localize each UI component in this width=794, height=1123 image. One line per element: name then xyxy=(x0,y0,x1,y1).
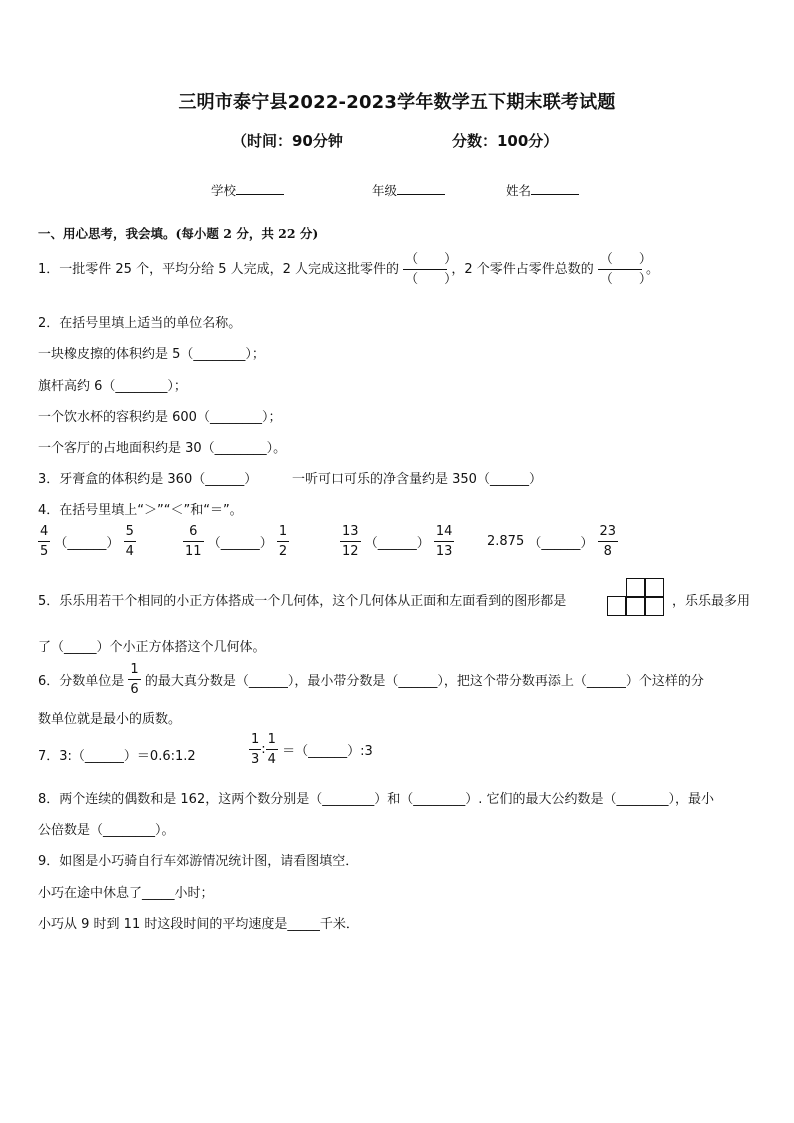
fraction-bar xyxy=(340,541,361,542)
ratio-colon: : xyxy=(261,742,266,757)
q1-answer-fraction-2[interactable] xyxy=(598,252,652,287)
q2-line-3: 一个饮水杯的容积约是 600（________）； xyxy=(38,410,282,425)
decimal-value: 2.875 xyxy=(487,534,525,549)
q8-text-a: 8．两个连续的偶数和是 162，这两个数分别是（________）和（________）. 它们的最大公约数是（________），最小 xyxy=(38,792,714,807)
fraction-bar xyxy=(277,541,289,542)
grade-blank[interactable] xyxy=(397,182,445,195)
grade-field xyxy=(372,181,445,199)
numerator: 1 xyxy=(278,524,288,539)
q1-answer-fraction-1[interactable] xyxy=(403,252,458,287)
numerator: 1 xyxy=(251,732,260,747)
q1-numerator-blank[interactable]: （ ） xyxy=(405,252,458,267)
q2-line-4: 一个客厅的占地面积约是 30（________）。 xyxy=(38,441,287,456)
fraction xyxy=(266,732,278,767)
q3-part-b: 一听可口可乐的净含量约是 350（______） xyxy=(292,472,542,487)
q4-compare-3 xyxy=(340,524,454,559)
fraction-bar xyxy=(434,541,455,542)
denominator: 3 xyxy=(251,752,260,767)
q4-compare-1 xyxy=(38,524,136,559)
numerator: 5 xyxy=(125,524,134,539)
q9-line-2: 小巧从 9 时到 11 时这段时间的平均速度是_____千米． xyxy=(38,917,359,932)
fraction xyxy=(434,524,455,559)
fraction-bar xyxy=(598,541,619,542)
compare-blank[interactable]: （______） xyxy=(207,536,273,551)
q5-text-a: 5．乐乐用若干个相同的小正方体搭成一个几何体，这个几何体从正面和左面看到的图形都是 xyxy=(38,594,567,609)
fraction-bar xyxy=(124,541,136,542)
grade-label: 年级 xyxy=(372,183,398,198)
fraction-bar xyxy=(38,541,50,542)
q1-denominator-blank[interactable]: （ ） xyxy=(405,272,458,287)
denominator: 13 xyxy=(435,544,453,559)
q2-intro: 2．在括号里填上适当的单位名称。 xyxy=(38,316,242,331)
figure-cell xyxy=(607,596,627,616)
fraction-bar xyxy=(128,679,140,680)
numerator: 1 xyxy=(267,732,276,747)
compare-blank[interactable]: （______） xyxy=(364,536,430,551)
fraction-bar xyxy=(266,749,278,750)
compare-blank[interactable]: （______） xyxy=(54,536,120,551)
q7-proportion xyxy=(249,732,373,767)
numerator: 4 xyxy=(40,524,49,539)
figure-cell xyxy=(626,578,646,598)
fraction xyxy=(124,524,136,559)
question-1 xyxy=(38,252,659,287)
q1-text-c: 。 xyxy=(646,262,660,277)
fraction xyxy=(340,524,361,559)
q1-text-b: ，2 个零件占零件总数的 xyxy=(451,262,594,277)
denominator: 12 xyxy=(342,544,359,559)
numerator: 23 xyxy=(599,524,617,539)
q6-text-c: 数单位就是最小的质数。 xyxy=(38,712,182,727)
page-title: 三明市泰宁县2022-2023学年数学五下期末联考试题 xyxy=(178,92,616,113)
q9-line-1: 小巧在途中休息了_____小时； xyxy=(38,886,214,901)
figure-cell xyxy=(644,596,664,616)
school-blank[interactable] xyxy=(236,182,284,195)
denominator: 11 xyxy=(185,544,202,559)
q9-intro: 9．如图是小巧骑自行车郊游情况统计图，请看图填空． xyxy=(38,854,359,869)
denominator: 5 xyxy=(40,544,49,559)
section-title: 一、用心思考，我会填。(每小题 2 分，共 22 分) xyxy=(38,226,319,241)
denominator: 8 xyxy=(603,544,612,559)
q4-compare-2 xyxy=(183,524,289,559)
q1-numerator-blank[interactable]: （ ） xyxy=(599,252,652,267)
denominator: 4 xyxy=(267,752,276,767)
school-field xyxy=(211,181,284,199)
q6-text-a: 6．分数单位是 xyxy=(38,674,125,689)
numerator: 1 xyxy=(130,662,139,677)
numerator: 6 xyxy=(189,524,198,539)
compare-blank[interactable]: （______） xyxy=(528,536,594,551)
q3-part-a: 3．牙膏盒的体积约是 360（______） xyxy=(38,472,258,487)
denominator: 4 xyxy=(125,544,134,559)
q1-denominator-blank[interactable]: （ ） xyxy=(599,272,652,287)
cube-view-figure xyxy=(607,578,664,616)
q4-intro: 4．在括号里填上“＞”“＜”和“＝”。 xyxy=(38,503,243,518)
q2-line-2: 旗杆高约 6（________）； xyxy=(38,379,187,394)
fraction-bar xyxy=(598,269,642,270)
exam-score: 分数：100分） xyxy=(452,132,559,150)
q8-text-b: 公倍数是（________）。 xyxy=(38,823,175,838)
figure-cell xyxy=(625,596,646,616)
fraction xyxy=(277,524,289,559)
numerator: 14 xyxy=(435,524,453,539)
school-label: 学校 xyxy=(211,183,237,198)
fraction-bar xyxy=(249,749,261,750)
name-field xyxy=(506,181,579,199)
name-label: 姓名 xyxy=(506,183,532,198)
denominator: 2 xyxy=(278,544,288,559)
name-blank[interactable] xyxy=(531,182,579,195)
fraction-bar xyxy=(403,269,447,270)
q6-text-b: 的最大真分数是（______），最小带分数是（______），把这个带分数再添上（______）个这样的分 xyxy=(144,674,704,689)
fraction xyxy=(128,662,140,697)
fraction xyxy=(183,524,204,559)
q2-line-1: 一块橡皮擦的体积约是 5（________）； xyxy=(38,347,265,362)
figure-cell xyxy=(644,578,664,598)
numerator: 13 xyxy=(342,524,359,539)
exam-time: （时间：90分钟 xyxy=(232,132,343,150)
denominator: 6 xyxy=(130,682,139,697)
fraction xyxy=(38,524,50,559)
q7-text-b: ＝（______）:3 xyxy=(282,744,373,759)
question-6 xyxy=(38,662,704,697)
q7-text-a: 7．3:（______）＝0.6:1.2 xyxy=(38,749,196,764)
q5-text-c: 了（_____）个小正方体搭这个几何体。 xyxy=(38,640,266,655)
fraction xyxy=(598,524,619,559)
q4-compare-4 xyxy=(487,524,618,559)
fraction xyxy=(249,732,261,767)
fraction-bar xyxy=(183,541,204,542)
q1-text-a: 1．一批零件 25 个，平均分给 5 人完成，2 人完成这批零件的 xyxy=(38,262,400,277)
q5-text-b: ，乐乐最多用 xyxy=(672,594,751,609)
